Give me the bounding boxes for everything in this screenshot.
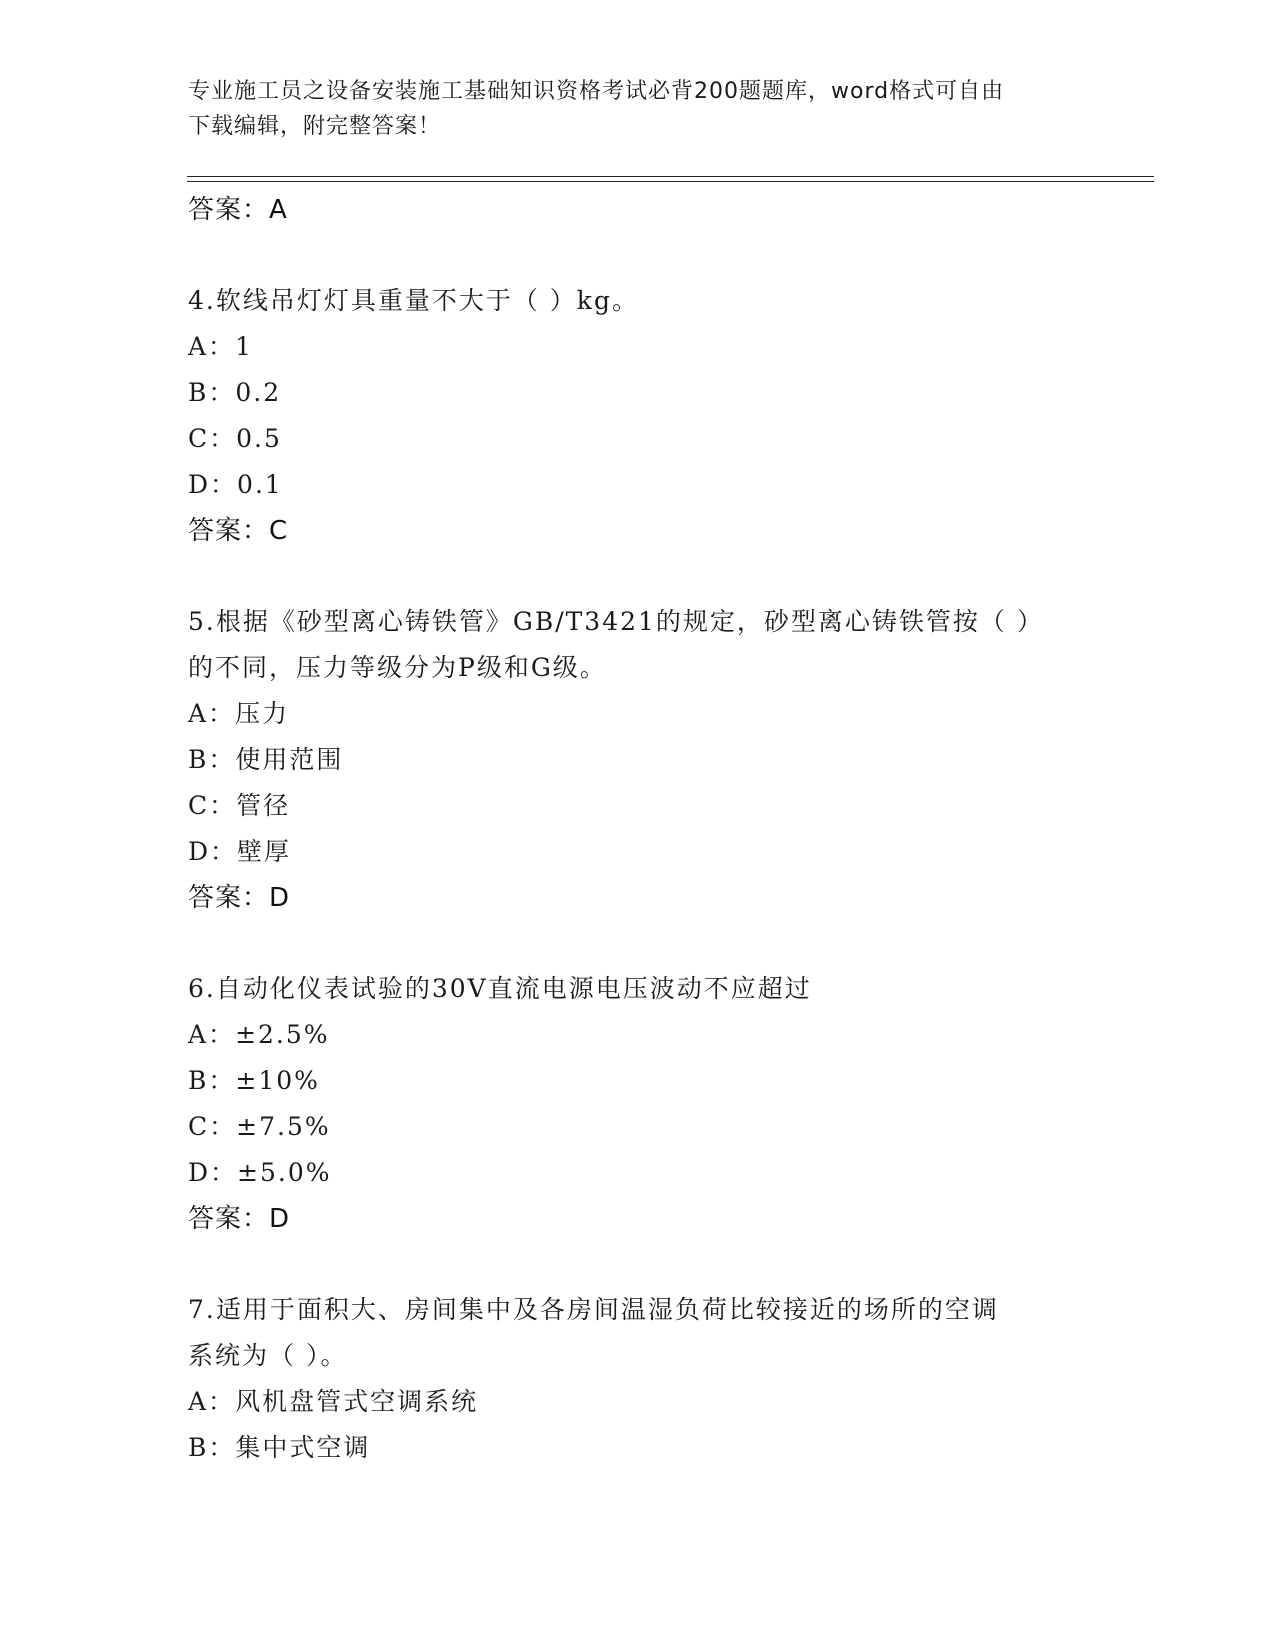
option-letter: A： [188,1387,236,1416]
option-letter: B： [188,378,236,407]
question-block [188,278,1088,554]
answer-line: 答案：A [188,195,288,225]
header-line-1: 专业施工员之设备安装施工基础知识资格考试必背200题题库，word格式可自由 [188,79,1005,104]
option-letter: B： [188,1433,236,1462]
question-stem-line-1: 7.适用于面积大、房间集中及各房间温湿负荷比较接近的场所的空调 [188,1295,999,1324]
option-letter: A： [188,332,236,361]
option-a [188,1012,1088,1058]
option-a [188,1379,1088,1425]
option-text: 壁厚 [237,837,292,866]
option-b [188,737,1088,783]
option-letter: D： [188,837,238,866]
option-letter: D： [188,1158,238,1187]
option-letter: B： [188,1066,236,1095]
option-letter: A： [188,1020,236,1049]
option-text: 压力 [235,699,290,728]
option-text: 0.1 [237,470,283,499]
option-d [188,829,1088,875]
answer-line: 答案：D [188,1204,291,1234]
option-d [188,1150,1088,1196]
question-block [188,1287,1088,1471]
header-rule-top [187,176,1154,177]
option-letter: C： [188,424,237,453]
option-text: 管径 [236,791,291,820]
option-a [188,324,1088,370]
question-stem-line-2: 系统为（ ）。 [188,1341,348,1370]
document-header [188,74,1068,144]
header-rule-bottom [187,181,1154,182]
question-stem-line-1: 5.根据《砂型离心铸铁管》GB/T3421的规定，砂型离心铸铁管按（ ） [188,607,1044,636]
option-c [188,783,1088,829]
option-text: 集中式空调 [235,1433,371,1462]
option-text: ±2.5% [235,1020,330,1049]
option-text: ±5.0% [237,1158,332,1187]
option-b [188,1058,1088,1104]
option-letter: B： [188,745,236,774]
option-text: 0.2 [235,378,282,407]
header-line-2: 下载编辑，附完整答案！ [188,114,442,139]
option-text: ±7.5% [236,1112,331,1141]
option-a [188,691,1088,737]
question-stem: 6.自动化仪表试验的30V直流电源电压波动不应超过 [188,974,812,1003]
option-text: 使用范围 [235,745,344,774]
option-letter: C： [188,791,237,820]
option-letter: C： [188,1112,237,1141]
option-text: ±10% [235,1066,320,1095]
option-text: 1 [235,332,253,361]
option-d [188,462,1088,508]
question-list [188,187,1088,1471]
option-c [188,1104,1088,1150]
option-b [188,370,1088,416]
question-stem: 4.软线吊灯灯具重量不大于（ ）kg。 [188,286,639,315]
option-letter: D： [188,470,238,499]
question-block [188,966,1088,1242]
option-b [188,1425,1088,1471]
question-block [188,599,1088,921]
question-stem-line-2: 的不同，压力等级分为P级和G级。 [188,653,607,682]
answer-line: 答案：D [188,883,291,913]
option-c [188,416,1088,462]
option-letter: A： [188,699,236,728]
answer-line: 答案：C [188,516,289,546]
option-text: 0.5 [236,424,282,453]
option-text: 风机盘管式空调系统 [235,1387,479,1416]
